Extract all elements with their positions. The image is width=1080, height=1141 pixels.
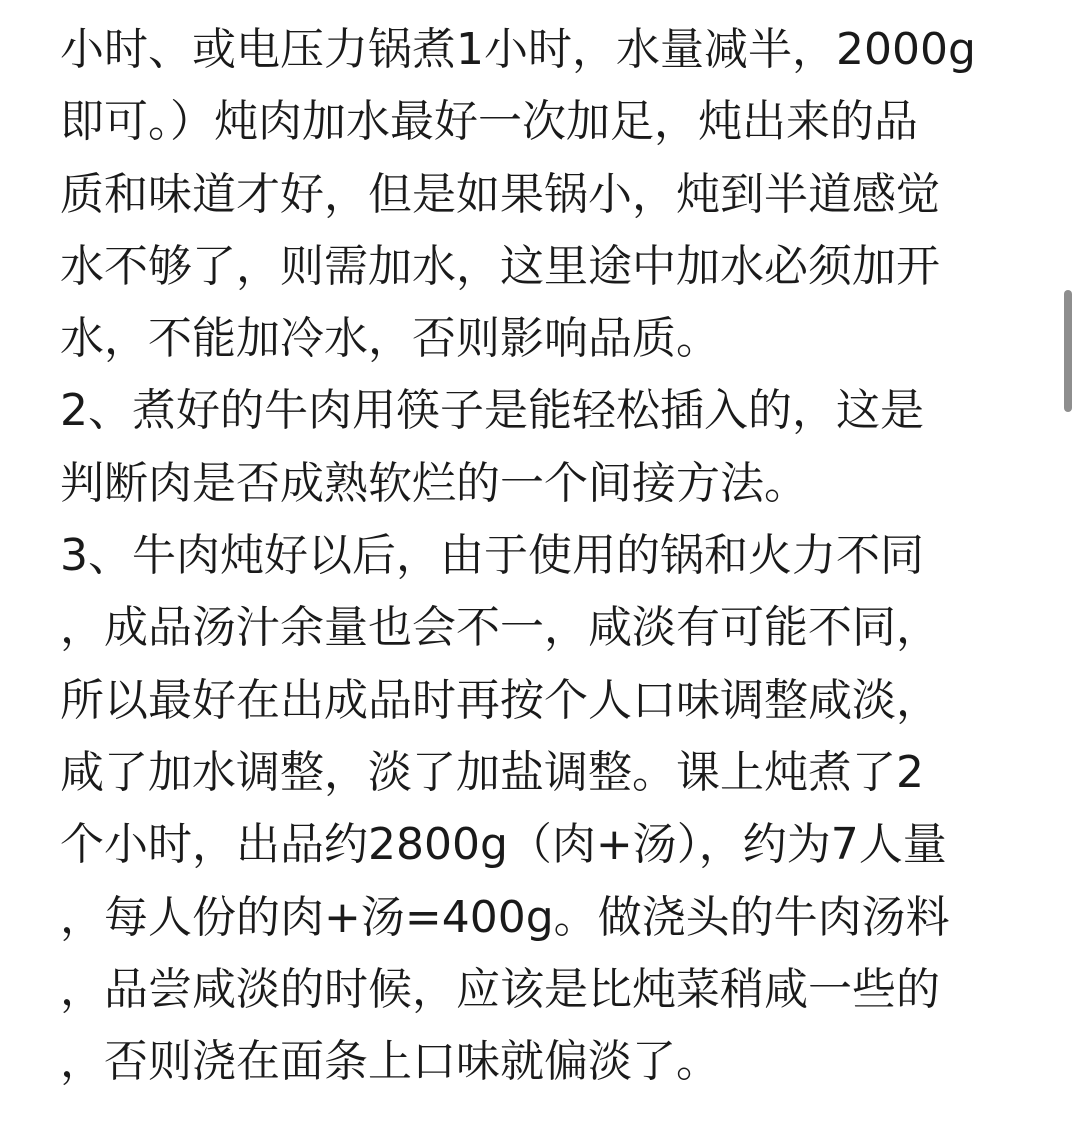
text-line: 水不够了，则需加水，这里途中加水必须加开: [60, 240, 940, 292]
text-line: 即可。）炖肉加水最好一次加足，炖出来的品: [60, 96, 918, 148]
vertical-scrollbar[interactable]: [1064, 290, 1072, 412]
text-line: 所以最好在出成品时再按个人口味调整咸淡，: [60, 674, 940, 726]
text-line: 2、煮好的牛肉用筷子是能轻松插入的，这是: [60, 385, 924, 437]
document-body: [60, 14, 1040, 1098]
text-line: 咸了加水调整，淡了加盐调整。课上炖煮了2: [60, 746, 924, 798]
text-line: 水，不能加冷水，否则影响品质。: [60, 313, 720, 365]
text-line: 质和味道才好，但是如果锅小，炖到半道感觉: [60, 168, 940, 220]
text-line: 小时、或电压力锅煮1小时，水量减半，2000g: [60, 24, 976, 75]
text-line: ，成品汤汁余量也会不一，咸淡有可能不同，: [60, 602, 940, 654]
text-line: 3、牛肉炖好以后，由于使用的锅和火力不同: [60, 530, 924, 582]
text-line: ，每人份的肉+汤=400g。做浇头的牛肉汤料: [60, 891, 950, 943]
text-line: ，否则浇在面条上口味就偏淡了。: [60, 1036, 720, 1088]
text-line: 判断肉是否成熟软烂的一个间接方法。: [60, 457, 808, 509]
text-line: 个小时，出品约2800g（肉+汤），约为7人量: [60, 819, 947, 871]
text-line: ，品尝咸淡的时候，应该是比炖菜稍咸一些的: [60, 963, 940, 1015]
